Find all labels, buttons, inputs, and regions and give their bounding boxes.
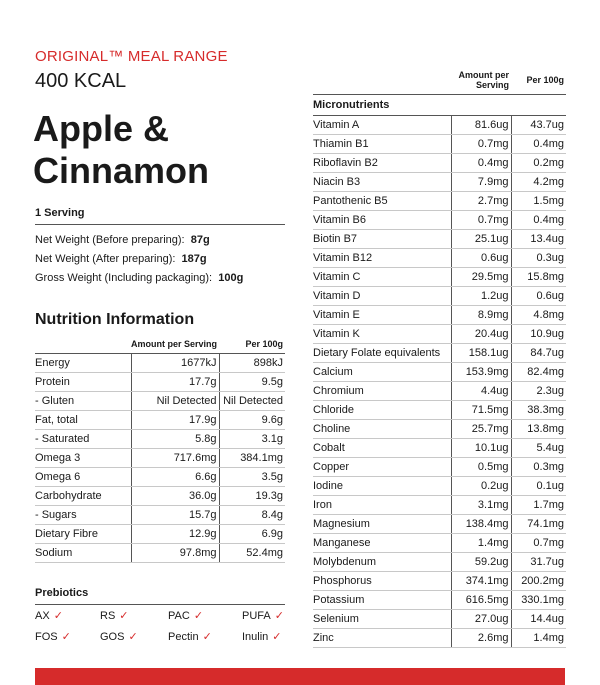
amount-per-100g: 0.3mg xyxy=(511,458,566,477)
amount-per-serving: 29.5mg xyxy=(451,268,511,287)
bottom-accent-bar xyxy=(35,668,565,685)
table-row xyxy=(313,287,566,306)
table-row xyxy=(313,401,566,420)
row-label: Vitamin A xyxy=(313,116,451,135)
checkmark-icon: ✓ xyxy=(53,610,63,622)
serving-label: Net Weight (Before preparing): xyxy=(35,234,185,246)
table-row xyxy=(35,354,285,373)
row-label: Iron xyxy=(313,496,451,515)
row-label: Vitamin B6 xyxy=(313,211,451,230)
prebiotic-label: GOS xyxy=(100,631,125,643)
amount-per-100g: 52.4mg xyxy=(219,544,285,563)
table-row xyxy=(313,268,566,287)
table-row xyxy=(313,629,566,648)
row-label: Magnesium xyxy=(313,515,451,534)
product-name xyxy=(33,108,209,192)
amount-per-100g: 384.1mg xyxy=(219,449,285,468)
amount-per-serving: 20.4ug xyxy=(451,325,511,344)
prebiotic-item xyxy=(100,609,129,622)
table-row xyxy=(313,249,566,268)
row-label: Calcium xyxy=(313,363,451,382)
table-row xyxy=(313,458,566,477)
prebiotic-label: AX xyxy=(35,610,50,622)
amount-per-100g: 31.7ug xyxy=(511,553,566,572)
column-label xyxy=(35,339,131,354)
amount-per-100g: 10.9ug xyxy=(511,325,566,344)
amount-per-serving: 616.5mg xyxy=(451,591,511,610)
table-row xyxy=(313,211,566,230)
amount-per-100g: 13.8mg xyxy=(511,420,566,439)
amount-per-100g: 1.5mg xyxy=(511,192,566,211)
column-header-per100: Per 100g xyxy=(511,70,566,95)
row-label: Chromium xyxy=(313,382,451,401)
amount-per-100g: 8.4g xyxy=(219,506,285,525)
amount-per-serving: 36.0g xyxy=(131,487,219,506)
amount-per-100g: 1.4mg xyxy=(511,629,566,648)
row-label: Carbohydrate xyxy=(35,487,131,506)
row-label: Cobalt xyxy=(313,439,451,458)
serving-label: Net Weight (After preparing): xyxy=(35,253,176,265)
amount-per-100g: 15.8mg xyxy=(511,268,566,287)
row-label: Fat, total xyxy=(35,411,131,430)
amount-per-serving: 0.5mg xyxy=(451,458,511,477)
serving-value: 100g xyxy=(218,272,244,284)
amount-per-100g: 0.6ug xyxy=(511,287,566,306)
amount-per-serving: 10.1ug xyxy=(451,439,511,458)
table-row xyxy=(313,439,566,458)
row-label: Molybdenum xyxy=(313,553,451,572)
amount-per-100g: 200.2mg xyxy=(511,572,566,591)
serving-value: 187g xyxy=(181,253,207,265)
row-label: Iodine xyxy=(313,477,451,496)
amount-per-serving: Nil Detected xyxy=(131,392,219,411)
table-row xyxy=(313,534,566,553)
table-row xyxy=(313,496,566,515)
table-row xyxy=(35,449,285,468)
prebiotic-label: FOS xyxy=(35,631,58,643)
amount-per-serving: 12.9g xyxy=(131,525,219,544)
product-name-line2: Cinnamon xyxy=(33,150,209,191)
amount-per-serving: 25.7mg xyxy=(451,420,511,439)
amount-per-100g: 6.9g xyxy=(219,525,285,544)
serving-label: Gross Weight (Including packaging): xyxy=(35,272,213,284)
micronutrients-table-header xyxy=(313,70,566,95)
nutrition-table xyxy=(35,339,285,563)
checkmark-icon: ✓ xyxy=(272,631,282,643)
amount-per-100g: 0.7mg xyxy=(511,534,566,553)
table-row xyxy=(35,411,285,430)
micronutrients-title: Micronutrients xyxy=(313,95,566,116)
amount-per-serving: 2.7mg xyxy=(451,192,511,211)
checkmark-icon: ✓ xyxy=(128,631,138,643)
amount-per-serving: 97.8mg xyxy=(131,544,219,563)
amount-per-serving: 17.9g xyxy=(131,411,219,430)
amount-per-serving: 71.5mg xyxy=(451,401,511,420)
row-label: Chloride xyxy=(313,401,451,420)
amount-per-serving: 0.4mg xyxy=(451,154,511,173)
row-label: Choline xyxy=(313,420,451,439)
table-row xyxy=(35,373,285,392)
prebiotic-label: PUFA xyxy=(242,610,271,622)
row-label: Phosphorus xyxy=(313,572,451,591)
amount-per-serving: 6.6g xyxy=(131,468,219,487)
prebiotic-item xyxy=(100,630,138,643)
amount-per-serving: 0.6ug xyxy=(451,249,511,268)
nutrition-title: Nutrition Information xyxy=(35,311,195,328)
micronutrients-subheading xyxy=(313,95,566,116)
prebiotic-label: Inulin xyxy=(242,631,269,643)
amount-per-serving: 158.1ug xyxy=(451,344,511,363)
row-label: Selenium xyxy=(313,610,451,629)
table-row xyxy=(313,306,566,325)
table-row xyxy=(313,363,566,382)
amount-per-100g: 84.7ug xyxy=(511,344,566,363)
table-row xyxy=(313,477,566,496)
amount-per-serving: 27.0ug xyxy=(451,610,511,629)
serving-line-gross xyxy=(35,272,243,284)
row-label: Thiamin B1 xyxy=(313,135,451,154)
amount-per-100g: 14.4ug xyxy=(511,610,566,629)
row-label: Vitamin E xyxy=(313,306,451,325)
checkmark-icon: ✓ xyxy=(61,631,71,643)
range-title: ORIGINAL™ MEAL RANGE xyxy=(35,48,228,65)
row-label: Riboflavin B2 xyxy=(313,154,451,173)
row-label: Energy xyxy=(35,354,131,373)
table-row xyxy=(35,468,285,487)
row-label: Dietary Folate equivalents xyxy=(313,344,451,363)
amount-per-serving: 0.7mg xyxy=(451,211,511,230)
row-label: - Sugars xyxy=(35,506,131,525)
amount-per-100g: 0.3ug xyxy=(511,249,566,268)
prebiotic-item xyxy=(35,609,63,622)
prebiotic-item xyxy=(35,630,71,643)
amount-per-100g: 13.4ug xyxy=(511,230,566,249)
amount-per-100g: 3.5g xyxy=(219,468,285,487)
amount-per-serving: 4.4ug xyxy=(451,382,511,401)
amount-per-100g: 0.4mg xyxy=(511,135,566,154)
table-row xyxy=(313,192,566,211)
amount-per-serving: 717.6mg xyxy=(131,449,219,468)
amount-per-serving: 1.2ug xyxy=(451,287,511,306)
amount-per-serving: 59.2ug xyxy=(451,553,511,572)
row-label: Omega 3 xyxy=(35,449,131,468)
row-label: Dietary Fibre xyxy=(35,525,131,544)
table-row xyxy=(313,382,566,401)
amount-per-100g: Nil Detected xyxy=(219,392,285,411)
row-label: Copper xyxy=(313,458,451,477)
table-row xyxy=(313,325,566,344)
table-row xyxy=(313,344,566,363)
amount-per-serving: 8.9mg xyxy=(451,306,511,325)
amount-per-100g: 74.1mg xyxy=(511,515,566,534)
amount-per-serving: 138.4mg xyxy=(451,515,511,534)
amount-per-serving: 17.7g xyxy=(131,373,219,392)
amount-per-serving: 153.9mg xyxy=(451,363,511,382)
serving-value: 87g xyxy=(190,234,210,246)
row-label: - Gluten xyxy=(35,392,131,411)
table-row xyxy=(35,544,285,563)
row-label: Manganese xyxy=(313,534,451,553)
prebiotic-label: PAC xyxy=(168,610,190,622)
row-label: Omega 6 xyxy=(35,468,131,487)
amount-per-serving: 15.7g xyxy=(131,506,219,525)
table-row xyxy=(35,392,285,411)
amount-per-100g: 9.6g xyxy=(219,411,285,430)
amount-per-100g: 43.7ug xyxy=(511,116,566,135)
amount-per-serving: 3.1mg xyxy=(451,496,511,515)
row-label: Vitamin K xyxy=(313,325,451,344)
row-label: Potassium xyxy=(313,591,451,610)
prebiotic-item xyxy=(168,609,203,622)
serving-line-before xyxy=(35,234,210,246)
row-label: Vitamin D xyxy=(313,287,451,306)
amount-per-100g: 0.1ug xyxy=(511,477,566,496)
amount-per-100g: 38.3mg xyxy=(511,401,566,420)
serving-heading: 1 Serving xyxy=(35,207,285,225)
row-label: Niacin B3 xyxy=(313,173,451,192)
amount-per-100g: 0.2mg xyxy=(511,154,566,173)
table-row xyxy=(313,154,566,173)
amount-per-serving: 81.6ug xyxy=(451,116,511,135)
product-name-line1: Apple & xyxy=(33,108,170,149)
table-row xyxy=(35,487,285,506)
column-header-serving: Amount per Serving xyxy=(451,70,511,95)
table-row xyxy=(35,525,285,544)
amount-per-100g: 3.1g xyxy=(219,430,285,449)
amount-per-serving: 1.4mg xyxy=(451,534,511,553)
amount-per-serving: 374.1mg xyxy=(451,572,511,591)
table-row xyxy=(313,591,566,610)
row-label: Zinc xyxy=(313,629,451,648)
kcal-label: 400 KCAL xyxy=(35,70,127,92)
row-label: Vitamin C xyxy=(313,268,451,287)
amount-per-100g: 19.3g xyxy=(219,487,285,506)
checkmark-icon: ✓ xyxy=(119,610,129,622)
amount-per-100g: 898kJ xyxy=(219,354,285,373)
amount-per-100g: 9.5g xyxy=(219,373,285,392)
table-row xyxy=(313,515,566,534)
row-label: - Saturated xyxy=(35,430,131,449)
table-row xyxy=(35,430,285,449)
table-row xyxy=(35,506,285,525)
amount-per-100g: 4.8mg xyxy=(511,306,566,325)
prebiotic-item xyxy=(242,630,282,643)
table-row xyxy=(313,230,566,249)
table-row xyxy=(313,116,566,135)
amount-per-100g: 4.2mg xyxy=(511,173,566,192)
amount-per-serving: 1677kJ xyxy=(131,354,219,373)
checkmark-icon: ✓ xyxy=(202,631,212,643)
prebiotic-item xyxy=(242,609,284,622)
amount-per-serving: 0.7mg xyxy=(451,135,511,154)
prebiotic-item xyxy=(168,630,212,643)
nutrition-table-header xyxy=(35,339,285,354)
table-row xyxy=(313,553,566,572)
table-row xyxy=(313,420,566,439)
amount-per-100g: 2.3ug xyxy=(511,382,566,401)
table-row xyxy=(313,135,566,154)
amount-per-serving: 5.8g xyxy=(131,430,219,449)
table-row xyxy=(313,173,566,192)
prebiotic-label: Pectin xyxy=(168,631,199,643)
amount-per-100g: 5.4ug xyxy=(511,439,566,458)
table-row xyxy=(313,572,566,591)
checkmark-icon: ✓ xyxy=(274,610,284,622)
amount-per-100g: 330.1mg xyxy=(511,591,566,610)
row-label: Pantothenic B5 xyxy=(313,192,451,211)
column-header-serving: Amount per Serving xyxy=(131,339,219,354)
column-label xyxy=(313,70,451,95)
amount-per-100g: 0.4mg xyxy=(511,211,566,230)
amount-per-serving: 2.6mg xyxy=(451,629,511,648)
row-label: Sodium xyxy=(35,544,131,563)
amount-per-serving: 25.1ug xyxy=(451,230,511,249)
checkmark-icon: ✓ xyxy=(193,610,204,622)
amount-per-serving: 0.2ug xyxy=(451,477,511,496)
table-row xyxy=(313,610,566,629)
column-header-per100: Per 100g xyxy=(219,339,285,354)
row-label: Biotin B7 xyxy=(313,230,451,249)
prebiotics-heading: Prebiotics xyxy=(35,587,285,605)
micronutrients-table xyxy=(313,70,566,648)
amount-per-100g: 82.4mg xyxy=(511,363,566,382)
amount-per-100g: 1.7mg xyxy=(511,496,566,515)
row-label: Vitamin B12 xyxy=(313,249,451,268)
serving-line-after xyxy=(35,253,207,265)
amount-per-serving: 7.9mg xyxy=(451,173,511,192)
prebiotic-label: RS xyxy=(100,610,116,622)
row-label: Protein xyxy=(35,373,131,392)
